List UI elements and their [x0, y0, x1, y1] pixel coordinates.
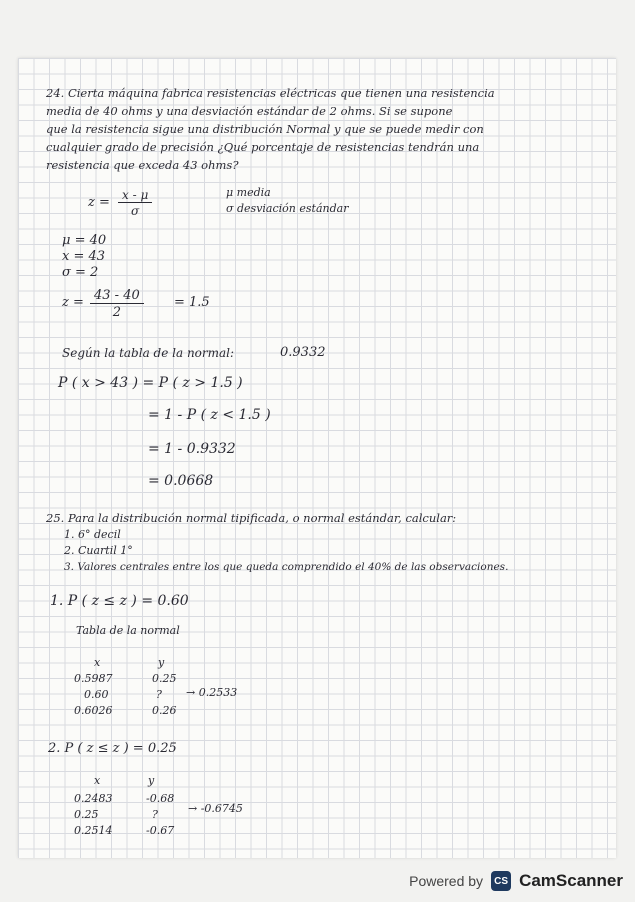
legend-sigma: σ desviación estándar [226, 202, 349, 215]
problem-24-line-1: 24. Cierta máquina fabrica resistencias eléctricas que tienen una resistencia [46, 86, 495, 100]
problem-25-item-3: 3. Valores centrales entre los que queda comprendido el 40% de las observaciones. [64, 561, 509, 573]
part1-table-title: Tabla de la normal [76, 624, 180, 637]
formula-denominator: σ [131, 204, 140, 218]
table-text: Según la tabla de la normal: [62, 346, 235, 360]
sigma-value: σ = 2 [62, 265, 99, 280]
part1-row-1-y: 0.25 [152, 672, 177, 685]
part1-header-x: x [94, 656, 101, 669]
legend-mu: μ media [226, 186, 271, 199]
part1-row-1-x: 0.5987 [74, 672, 113, 685]
mu-value: μ = 40 [62, 233, 107, 248]
part2-row-3-y: -0.67 [146, 824, 175, 837]
problem-24-line-4: cualquier grado de precisión ¿Qué porcentaje de resistencias tendrán una [46, 140, 480, 154]
table-value: 0.9332 [280, 345, 326, 360]
z-result: = 1.5 [174, 295, 210, 310]
x-value: x = 43 [62, 249, 106, 264]
step-4: = 0.0668 [148, 473, 214, 489]
camscanner-watermark [409, 866, 623, 896]
step-2: = 1 - P ( z < 1.5 ) [148, 407, 271, 423]
part2-header-x: x [94, 774, 101, 787]
problem-24-line-5: resistencia que exceda 43 ohms? [46, 158, 239, 172]
problem-25-item-1: 1. 6° decil [64, 528, 121, 541]
part2-row-2-x: 0.25 [74, 808, 99, 821]
notebook-page [18, 58, 616, 858]
part2-header-y: y [148, 774, 155, 787]
part2-row-2-y: ? [152, 808, 158, 821]
formula-numerator: x - μ [118, 188, 152, 203]
problem-24-line-2: media de 40 ohms y una desviación estándar de 2 ohms. Si se supone [46, 104, 453, 118]
formula-lhs: z = [88, 195, 110, 210]
camscanner-logo-icon: CS [491, 871, 511, 891]
problem-25-statement: 25. Para la distribución normal tipificada, o normal estándar, calcular: [46, 511, 457, 525]
step-1: P ( x > 43 ) = P ( z > 1.5 ) [58, 375, 243, 391]
part2-row-3-x: 0.2514 [74, 824, 113, 837]
part2-result: → -0.6745 [188, 802, 243, 815]
formula-fraction [118, 188, 152, 218]
step-3: = 1 - 0.9332 [148, 441, 236, 457]
part1-row-2-x: 0.60 [84, 688, 109, 701]
part1-row-3-x: 0.6026 [74, 704, 113, 717]
z-fraction [90, 288, 144, 320]
camscanner-brand: CamScanner [519, 871, 623, 890]
part1-result: → 0.2533 [186, 686, 238, 699]
z-numerator: 43 - 40 [90, 288, 144, 304]
z-lhs: z = [62, 295, 84, 310]
part1-row-2-y: ? [156, 688, 162, 701]
part2-row-1-y: -0.68 [146, 792, 175, 805]
z-denominator: 2 [112, 305, 122, 320]
part1-equation: 1. P ( z ≤ z ) = 0.60 [50, 593, 189, 609]
part1-header-y: y [158, 656, 165, 669]
part2-equation: 2. P ( z ≤ z ) = 0.25 [48, 741, 177, 756]
part1-row-3-y: 0.26 [152, 704, 177, 717]
powered-by-text: Powered by [409, 873, 484, 889]
problem-25-item-2: 2. Cuartil 1° [64, 544, 133, 557]
problem-24-line-3: que la resistencia sigue una distribución Normal y que se puede medir con [46, 122, 484, 136]
part2-row-1-x: 0.2483 [74, 792, 113, 805]
